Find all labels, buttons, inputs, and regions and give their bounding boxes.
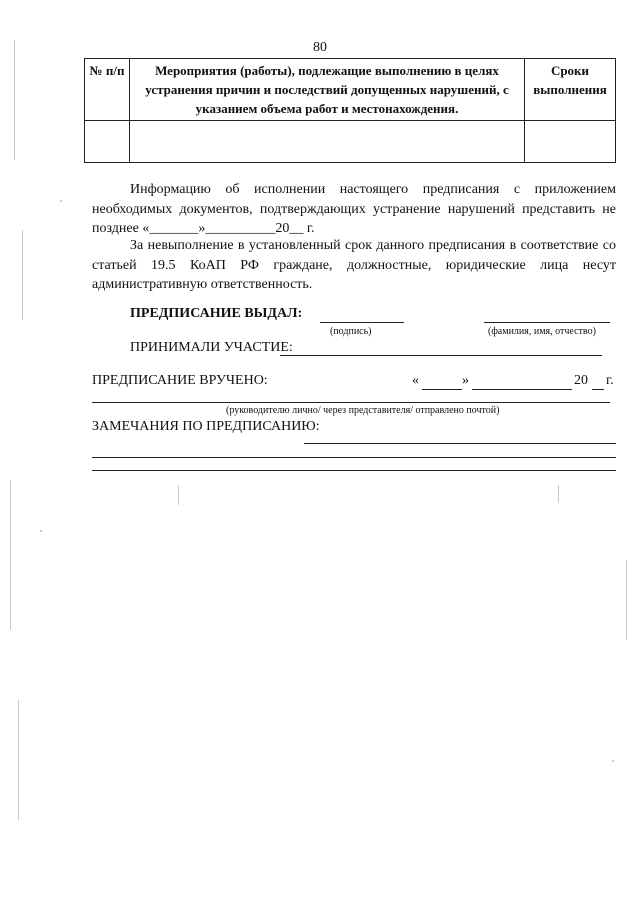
date-year-suffix: г.: [606, 373, 614, 388]
scan-artifact: [626, 560, 627, 640]
name-line[interactable]: [484, 322, 610, 323]
date-month-line[interactable]: [472, 389, 572, 390]
signature-hint: (подпись): [330, 326, 372, 337]
signature-line[interactable]: [320, 322, 404, 323]
scan-artifact: [14, 40, 15, 160]
measures-table: [84, 58, 616, 163]
remarks-line[interactable]: [92, 470, 616, 471]
table-header-row: [85, 59, 616, 121]
scan-artifact: [178, 485, 179, 505]
scan-artifact: [40, 530, 42, 532]
table-row: [85, 121, 616, 163]
issued-label: ПРЕДПИСАНИЕ ВЫДАЛ:: [130, 306, 303, 321]
date-year: 20: [574, 373, 588, 388]
page-number: 80: [313, 40, 327, 55]
table-cell-deadline[interactable]: [525, 121, 616, 163]
participants-line[interactable]: [280, 355, 602, 356]
delivery-method-line[interactable]: [92, 402, 610, 403]
scan-artifact: [60, 200, 62, 202]
table-cell-number[interactable]: [85, 121, 130, 163]
scan-artifact: [22, 230, 23, 320]
paragraph-liability: За невыполнение в установленный срок данного предписания в соответствие со статьей 19.5 КоАП РФ граждане, должностные, юридические лица несут административную ответственность.: [92, 238, 616, 292]
name-hint: (фамилия, имя, отчество): [488, 326, 596, 337]
header-measures: Мероприятия (работы), подлежащие выполнению в целях устранения причин и последствий допущенных нарушений, с указанием объема работ и местонахождения.: [130, 59, 525, 121]
paragraph-deadline-info: Информацию об исполнении настоящего предписания с приложением необходимых документов, подтверждающих устранение нарушений представить не позднее «_______»__________20__ г.: [92, 182, 616, 236]
delivery-method-hint: (руководителю лично/ через представителя/ отправлено почтой): [226, 405, 500, 416]
scan-artifact: [558, 485, 559, 503]
header-deadline: Сроки выполнения: [525, 59, 616, 121]
date-quote-close: »: [462, 373, 469, 388]
scan-artifact: [18, 700, 19, 820]
scan-artifact: [10, 480, 11, 630]
date-day-line[interactable]: [422, 389, 462, 390]
date-quote-open: «: [412, 373, 419, 388]
remarks-line[interactable]: [304, 443, 616, 444]
date-year-line[interactable]: [592, 389, 604, 390]
scan-artifact: [612, 760, 614, 762]
delivered-label: ПРЕДПИСАНИЕ ВРУЧЕНО:: [92, 373, 268, 388]
table-cell-measures[interactable]: [130, 121, 525, 163]
remarks-label: ЗАМЕЧАНИЯ ПО ПРЕДПИСАНИЮ:: [92, 419, 320, 434]
remarks-line[interactable]: [92, 457, 616, 458]
participants-label: ПРИНИМАЛИ УЧАСТИЕ:: [130, 340, 293, 355]
header-number: № п/п: [85, 59, 130, 121]
